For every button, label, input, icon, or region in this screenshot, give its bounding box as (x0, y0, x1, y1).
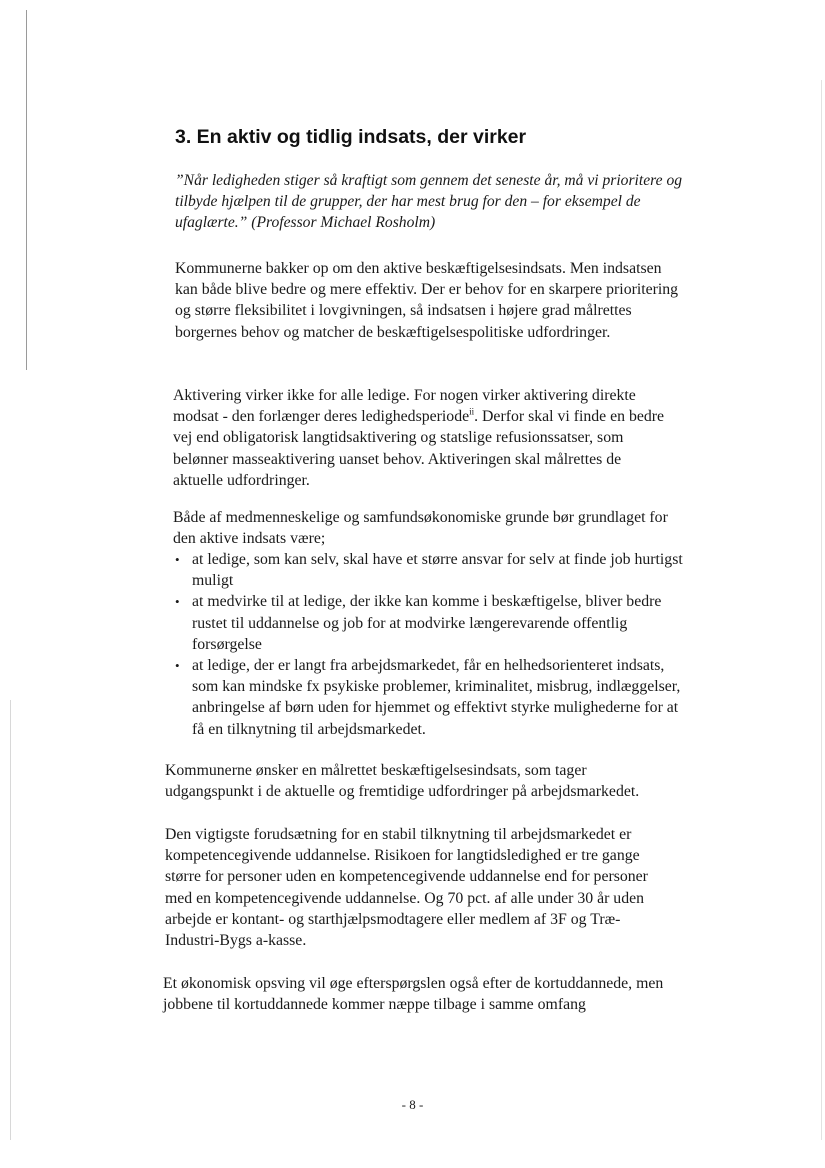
list-item (175, 549, 685, 591)
paragraph-2-text-cont: . Derfor skal vi finde en bedre vej end obligatorisk langtidsaktivering og statslige refusionssatser, som belønner masseaktivering uanset behov. Aktiveringen skal målrettes de aktuelle udfordringer. (173, 408, 665, 489)
page-number: - 8 - (401, 1097, 424, 1112)
bullet-glyph: • (175, 658, 180, 674)
list-item-text: at ledige, som kan selv, skal have et større ansvar for selv at finde job hurtigst muligt (192, 551, 683, 590)
paragraph-2 (173, 385, 673, 491)
bullet-glyph: • (175, 552, 180, 567)
bullet-glyph: • (175, 594, 180, 610)
footnote-marker: ii (469, 406, 475, 417)
list-item-text: at medvirke til at ledige, der ikke kan komme i beskæftigelse, bliver bedre rustet til uddannelse og job for at modvirke længerevarende offentlig forsørgelse (192, 593, 662, 653)
scan-edge-line (10, 700, 11, 1140)
quote: ”Når ledigheden stiger så kraftigt som gennem det seneste år, må vi prioritere og tilbyde hjælpen til de grupper, der har mest brug for den – for eksempel de ufaglærte.” (Professor Michael Rosholm) (175, 172, 683, 231)
list-item-text: at ledige, der er langt fra arbejdsmarkedet, får en helhedsorienteret indsats, som kan mindske fx psykiske problemer, kriminalitet, misbrug, indlæggelser, anbringelse af børn uden for hjemmet og effektivt styrke mulighederne for at få en tilknytning til arbejdsmarkedet. (192, 657, 681, 738)
paragraph-5: Den vigtigste forudsætning for en stabil tilknytning til arbejdsmarkedet er kompetencegivende uddannelse. Risikoen for langtidsledighed er tre gange større for personer uden en kompetencegivende uddannelse end for personer med en kompetencegivende uddannelse. Og 70 pct. af alle under 30 år uden arbejde er kontant- og starthjælpsmodtagere eller medlem af 3F og Træ-Industri-Bygs a-kasse. (165, 826, 648, 950)
list-item (175, 591, 685, 655)
paragraph-6: Et økonomisk opsving vil øge efterspørgslen også efter de kortuddannede, men jobbene til kortuddannede kommer næppe tilbage i samme omfang (163, 975, 664, 1014)
paragraph-2-text: Aktivering virker ikke for alle ledige. For nogen virker aktivering direkte modsat - den forlænger deres ledighedsperiode (173, 387, 636, 426)
scan-edge-line (26, 10, 27, 370)
scan-edge-line (821, 80, 822, 1140)
paragraph-4: Kommunerne ønsker en målrettet beskæftigelsesindsats, som tager udgangspunkt i de aktuelle og fremtidige udfordringer på arbejdsmarkedet. (165, 762, 640, 801)
paragraph-1: Kommunerne bakker op om den aktive beskæftigelsesindsats. Men indsatsen kan både blive bedre og mere effektiv. Der er behov for en skarpere prioritering og større fleksibilitet i lovgivningen, så indsatsen i højere grad målrettes borgernes behov og matcher de beskæftigelsespolitiske udfordringer. (175, 260, 679, 341)
list-item (175, 655, 685, 740)
section-heading: 3. En aktiv og tidlig indsats, der virker (175, 126, 527, 148)
bullet-list (175, 549, 685, 740)
paragraph-3: Både af medmenneskelige og samfundsøkonomiske grunde bør grundlaget for den aktive indsats være; (173, 509, 668, 548)
